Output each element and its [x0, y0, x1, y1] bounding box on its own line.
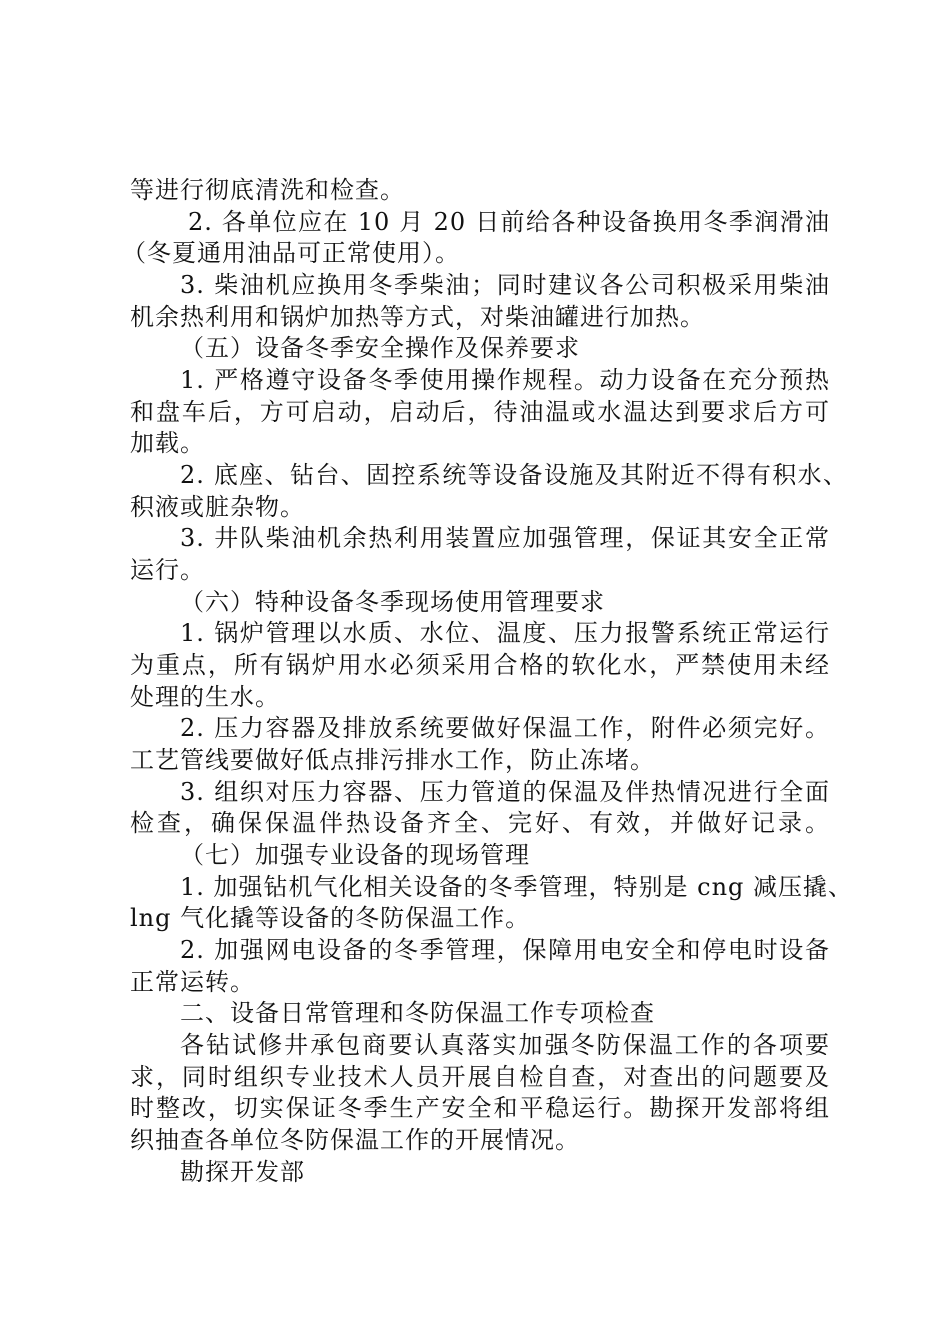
text-line: 运行。	[130, 556, 205, 584]
signature-line: 勘探开发部	[180, 1158, 305, 1186]
text-line: lng 气化撬等设备的冬防保温工作。	[130, 904, 531, 932]
text-line: （冬夏通用油品可正常使用）。	[122, 239, 460, 267]
text-line: 积液或脏杂物。	[130, 493, 305, 521]
text-line: 求，同时组织专业技术人员开展自检自查，对查出的问题要及	[130, 1063, 830, 1091]
text-line: 检查，确保保温伴热设备齐全、完好、有效，并做好记录。	[130, 809, 830, 837]
text-line: 等进行彻底清洗和检查。	[130, 176, 405, 204]
text-line: 各钻试修井承包商要认真落实加强冬防保温工作的各项要	[180, 1031, 830, 1059]
text-line: 和盘车后，方可启动，启动后，待油温或水温达到要求后方可	[130, 398, 830, 426]
section-heading: （五）设备冬季安全操作及保养要求	[180, 334, 580, 362]
text-line: 3. 井队柴油机余热利用装置应加强管理，保证其安全正常	[180, 524, 830, 552]
text-line: 织抽查各单位冬防保温工作的开展情况。	[130, 1126, 580, 1154]
text-line: 3. 组织对压力容器、压力管道的保温及伴热情况进行全面	[180, 778, 830, 806]
text-line: 1. 严格遵守设备冬季使用操作规程。动力设备在充分预热	[180, 366, 830, 394]
text-line: 加载。	[130, 429, 205, 457]
section-heading: （七）加强专业设备的现场管理	[180, 841, 530, 869]
text-line: 处理的生水。	[130, 683, 280, 711]
text-line: 3. 柴油机应换用冬季柴油；同时建议各公司积极采用柴油	[180, 271, 830, 299]
section-heading: 二、设备日常管理和冬防保温工作专项检查	[180, 999, 655, 1027]
text-line: 1. 加强钻机气化相关设备的冬季管理，特别是 cng 减压撬、	[180, 873, 854, 901]
text-line: 为重点，所有锅炉用水必须采用合格的软化水，严禁使用未经	[130, 651, 830, 679]
text-line: 时整改，切实保证冬季生产安全和平稳运行。勘探开发部将组	[130, 1094, 830, 1122]
text-line: 工艺管线要做好低点排污排水工作，防止冻堵。	[130, 746, 655, 774]
text-line: 正常运转。	[130, 968, 255, 996]
text-line: 2. 各单位应在 10 月 20 日前给各种设备换用冬季润滑油	[188, 208, 830, 236]
text-line: 1. 锅炉管理以水质、水位、温度、压力报警系统正常运行	[180, 619, 830, 647]
text-line: 机余热利用和锅炉加热等方式，对柴油罐进行加热。	[130, 303, 705, 331]
text-line: 2. 加强网电设备的冬季管理，保障用电安全和停电时设备	[180, 936, 830, 964]
text-line: 2. 底座、钻台、固控系统等设备设施及其附近不得有积水、	[180, 461, 848, 489]
text-line: 2. 压力容器及排放系统要做好保温工作，附件必须完好。	[180, 714, 830, 742]
section-heading: （六）特种设备冬季现场使用管理要求	[180, 588, 605, 616]
